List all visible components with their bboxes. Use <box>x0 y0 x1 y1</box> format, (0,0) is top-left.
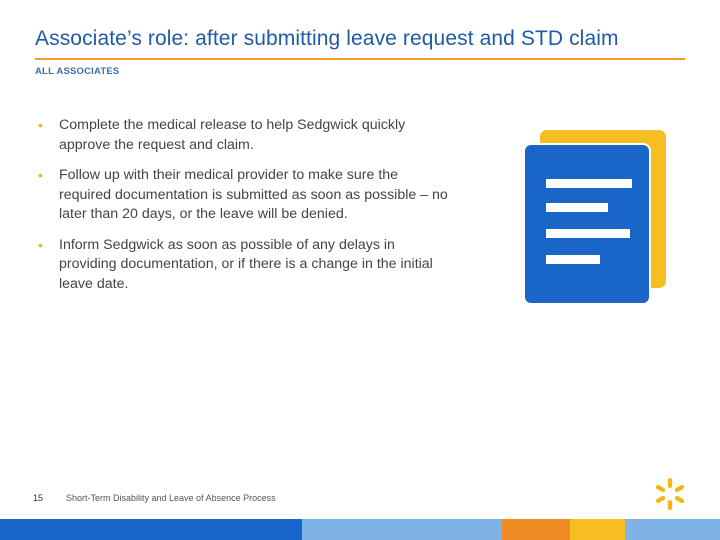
title-divider <box>35 58 685 60</box>
bullet-text: Complete the medical release to help Sedgwick quickly approve the request and claim. <box>59 117 406 153</box>
footer-bar-segment <box>625 519 720 540</box>
footer-color-bar <box>0 519 720 540</box>
footer-bar-segment <box>302 519 502 540</box>
front-document-icon <box>524 144 650 304</box>
document-line <box>546 255 600 264</box>
slide-title: Associate’s role: after submitting leave request and STD claim <box>35 27 619 50</box>
bullet-list <box>38 116 448 305</box>
bullet-marker: • <box>38 236 43 253</box>
bullet-marker: • <box>38 167 43 183</box>
bullet-marker: • <box>38 117 43 133</box>
footer-title: Short-Term Disability and Leave of Absence Process <box>66 493 276 503</box>
footer-bar-segment <box>570 519 625 540</box>
spark-logo-icon <box>652 476 688 512</box>
section-label: ALL ASSOCIATES <box>35 66 120 77</box>
page-number: 15 <box>33 493 44 503</box>
document-line <box>546 229 630 238</box>
document-line <box>546 179 632 188</box>
bullet-item <box>38 236 448 295</box>
bullet-item <box>38 166 448 225</box>
document-line <box>546 203 608 212</box>
footer-bar-segment <box>502 519 570 540</box>
bullet-text: Follow up with their medical provider to make sure the required documentation is submitted as soon as possible – no later than 20 days, or the leave will be denied. <box>59 167 448 222</box>
documents-icon <box>520 128 670 308</box>
footer-bar-segment <box>0 519 302 540</box>
bullet-item <box>38 116 448 155</box>
bullet-text: Inform Sedgwick as soon as possible of any delays in providing documentation, or if there is a change in the initial leave date. <box>59 236 433 292</box>
